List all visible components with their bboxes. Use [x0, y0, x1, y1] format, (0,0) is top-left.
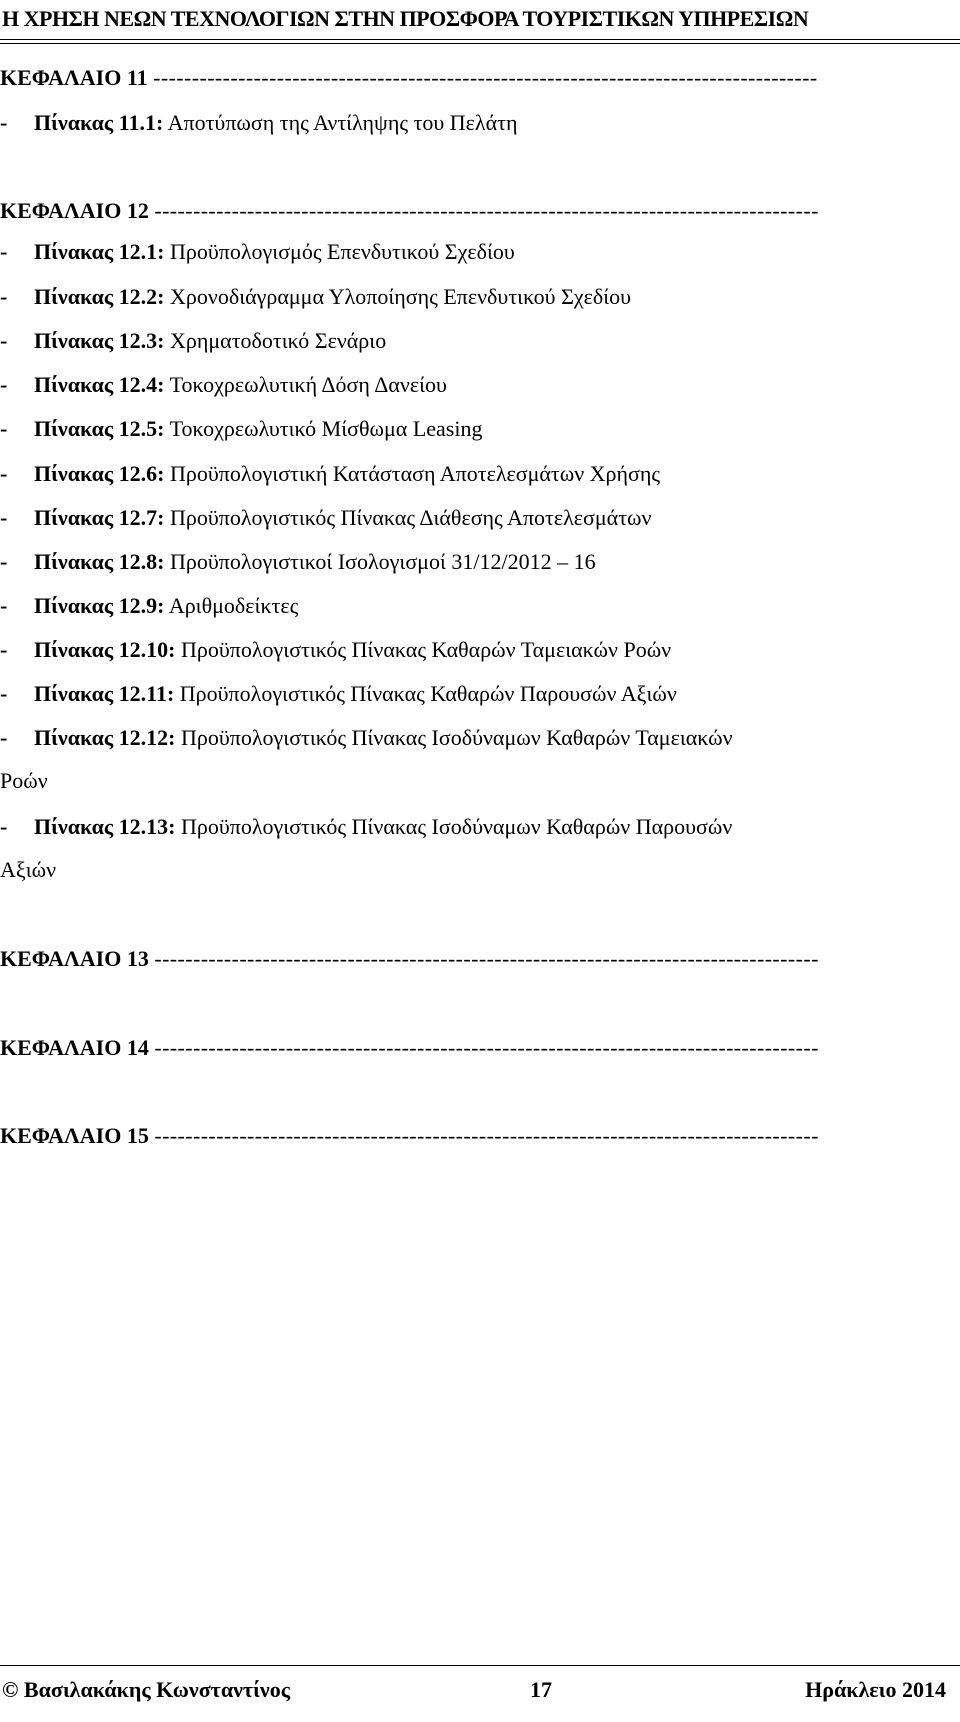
chapter-leader-dashes: -------------------------------------------------------------------------------------- [154, 198, 819, 223]
entry-title: Τοκοχρεωλυτικό Μίσθωμα Leasing [169, 416, 483, 441]
entry-number: Πίνακας 12.8: [34, 549, 165, 574]
header-rule [0, 39, 960, 40]
page-header-title: Η ΧΡΗΣΗ ΝΕΩΝ ΤΕΧΝΟΛΟΓΙΩΝ ΣΤΗΝ ΠΡΟΣΦΟΡΑ ΤΟΥΡΙΣΤΙΚΩΝ ΥΠΗΡΕΣΙΩΝ [2, 6, 809, 31]
page-footer [0, 1672, 960, 1708]
chapter-leader-dashes: -------------------------------------------------------------------------------------- [154, 1123, 819, 1148]
entry-bullet-dash: - [0, 814, 8, 839]
table-entry-12-9 [0, 590, 956, 622]
chapter-leader-dashes: -------------------------------------------------------------------------------------- [154, 1035, 819, 1060]
entry-title: Τοκοχρεωλυτική Δόση Δανείου [169, 372, 447, 397]
table-entry-12-5 [0, 413, 956, 445]
table-entry-12-12 [0, 722, 956, 754]
entry-title: Προϋπολογιστικός Πίνακας Καθαρών Ταμειακών Ροών [181, 637, 672, 662]
table-entry-12-3 [0, 325, 956, 357]
chapter-14-heading [0, 1032, 956, 1064]
chapter-13-heading [0, 943, 956, 975]
entry-title: Χρονοδιάγραμμα Υλοποίησης Επενδυτικού Σχεδίου [170, 284, 632, 309]
entry-title: Προϋπολογισμός Επενδυτικού Σχεδίου [170, 239, 515, 264]
entry-title-continuation: Αξιών [0, 857, 57, 882]
entry-number: Πίνακας 11.1: [34, 110, 164, 135]
chapter-12-heading [0, 195, 956, 227]
entry-bullet-dash: - [0, 681, 8, 706]
table-entry-12-7 [0, 502, 956, 534]
table-entry-12-6 [0, 458, 956, 490]
entry-title: Προϋπολογιστικοί Ισολογισμοί 31/12/2012 – 16 [170, 549, 596, 574]
entry-number: Πίνακας 12.9: [34, 593, 165, 618]
table-entry-12-2 [0, 281, 956, 313]
footer-rule [0, 1665, 960, 1666]
chapter-label: ΚΕΦΑΛΑΙΟ 15 [0, 1123, 149, 1148]
entry-bullet-dash: - [0, 416, 8, 441]
entry-title: Προϋπολογιστικός Πίνακας Ισοδύναμων Καθαρών Παρουσών [181, 814, 733, 839]
footer-page-number: 17 [530, 1677, 552, 1702]
entry-bullet-dash: - [0, 637, 8, 662]
entry-bullet-dash: - [0, 372, 8, 397]
entry-title: Προϋπολογιστική Κατάσταση Αποτελεσμάτων Χρήσης [170, 461, 661, 486]
entry-title: Προϋπολογιστικός Πίνακας Καθαρών Παρουσών Αξιών [179, 681, 677, 706]
table-entry-12-4 [0, 369, 956, 401]
entry-number: Πίνακας 12.2: [34, 284, 165, 309]
chapter-label: ΚΕΦΑΛΑΙΟ 14 [0, 1035, 149, 1060]
table-entry-12-8 [0, 546, 956, 578]
entry-number: Πίνακας 12.6: [34, 461, 165, 486]
entry-title-continuation: Ροών [0, 768, 48, 793]
entry-number: Πίνακας 12.11: [34, 681, 175, 706]
entry-number: Πίνακας 12.5: [34, 416, 165, 441]
table-entry-12-1 [0, 236, 956, 268]
entry-number: Πίνακας 12.1: [34, 239, 165, 264]
entry-title: Προϋπολογιστικός Πίνακας Ισοδύναμων Καθαρών Ταμειακών [181, 725, 733, 750]
table-entry-12-10 [0, 634, 956, 666]
footer-place-year: Ηράκλειο 2014 [805, 1677, 946, 1702]
entry-number: Πίνακας 12.4: [34, 372, 165, 397]
entry-bullet-dash: - [0, 549, 8, 574]
table-entry-11-1 [0, 107, 956, 139]
chapter-leader-dashes: -------------------------------------------------------------------------------------- [153, 65, 818, 90]
entry-number: Πίνακας 12.10: [34, 637, 176, 662]
entry-title: Αριθμοδείκτες [168, 593, 299, 618]
entry-bullet-dash: - [0, 328, 8, 353]
entry-number: Πίνακας 12.12: [34, 725, 176, 750]
table-entry-12-11 [0, 678, 956, 710]
entry-title: Αποτύπωση της Αντίληψης του Πελάτη [167, 110, 518, 135]
entry-bullet-dash: - [0, 110, 8, 135]
chapter-11-heading [0, 62, 956, 94]
header-rule-double [0, 43, 960, 44]
entry-bullet-dash: - [0, 725, 8, 750]
entry-number: Πίνακας 12.3: [34, 328, 165, 353]
entry-bullet-dash: - [0, 593, 8, 618]
entry-number: Πίνακας 12.13: [34, 814, 176, 839]
chapter-15-heading [0, 1120, 956, 1152]
chapter-label: ΚΕΦΑΛΑΙΟ 12 [0, 198, 149, 223]
entry-title: Προϋπολογιστικός Πίνακας Διάθεσης Αποτελεσμάτων [170, 505, 652, 530]
entry-bullet-dash: - [0, 239, 8, 264]
entry-bullet-dash: - [0, 284, 8, 309]
entry-bullet-dash: - [0, 461, 8, 486]
chapter-label: ΚΕΦΑΛΑΙΟ 13 [0, 946, 149, 971]
entry-number: Πίνακας 12.7: [34, 505, 165, 530]
chapter-label: ΚΕΦΑΛΑΙΟ 11 [0, 65, 148, 90]
table-entry-12-13 [0, 811, 956, 843]
chapter-leader-dashes: -------------------------------------------------------------------------------------- [154, 946, 819, 971]
footer-author: © Βασιλακάκης Κωνσταντίνος [2, 1677, 290, 1702]
entry-bullet-dash: - [0, 505, 8, 530]
entry-title: Χρηματοδοτικό Σενάριο [170, 328, 387, 353]
